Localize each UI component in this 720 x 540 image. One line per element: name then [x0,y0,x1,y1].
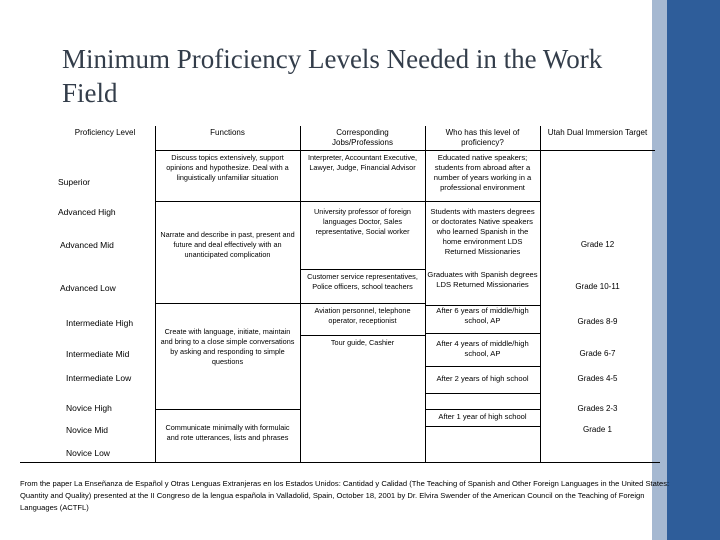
decorative-bar-light [652,0,667,540]
who-advanced-low: Graduates with Spanish degrees LDS Returned Missionaries [427,270,538,289]
grid-line [300,201,540,202]
functions-superior: Discuss topics extensively, support opinions and hypothesize. Deal with a linguistically unfamiliar situation [166,153,289,182]
level-intermediate-low: Intermediate Low [66,373,132,383]
source-footnote: From the paper La Enseñanza de Español y Otras Lenguas Extranjeras en los Estados Unidos: Cantidad y Calidad (The Teaching of Spanish and Other Foreign Languages in the United States: Quantity and Quality) presented at the II Congreso de la lengua española in Valladolid, Spain, October 18, 2001 by Dr. Elvira Swender of the American Council on the Teaching of Foreign Languages (ACTFL) [20,479,670,512]
header-utah-target: Utah Dual Immersion Target [547,128,648,137]
level-novice-mid: Novice Mid [66,425,109,435]
level-advanced-low: Advanced Low [60,283,116,293]
header-proficiency-level: Proficiency Level [74,128,136,137]
grid-line [425,333,540,334]
grid-line [155,409,300,410]
slide-title: Minimum Proficiency Levels Needed in the Work Field [62,44,603,108]
functions-intermediate: Create with language, initiate, maintain and bring to a close simple conversations by asking and responding to simple questions [160,327,295,366]
who-advanced-high: Students with masters degrees or doctorates Native speakers who learned Spanish in the home environment LDS Returned Missionaries [430,207,535,256]
header-corresponding-jobs: Corresponding Jobs/Professions [332,128,393,147]
header-who-has-level: Who has this level of proficiency? [445,128,520,147]
grid-line [300,126,301,462]
grid-line [300,303,425,304]
jobs-aviation: Aviation personnel, telephone operator, receptionist [314,306,411,325]
target-grade-10-11: Grade 10-11 [575,282,620,291]
jobs-advanced-high: University professor of foreign languages Doctor, Sales representative, Social worker [314,207,411,236]
functions-advanced: Narrate and describe in past, present and future and deal effectively with an unanticipated complication [160,230,295,259]
target-grades-2-3: Grades 2-3 [577,404,618,413]
grid-line [300,335,425,336]
decorative-bar-dark [667,0,720,540]
grid-line [20,462,660,463]
level-advanced-high: Advanced High [58,207,116,217]
grid-line [155,303,300,304]
level-advanced-mid: Advanced Mid [60,240,114,250]
level-superior: Superior [58,177,91,187]
target-grades-8-9: Grades 8-9 [577,317,618,326]
grid-line [155,126,156,462]
grid-line [300,269,425,270]
who-superior: Educated native speakers; students from abroad after a number of years working in a professional environment [433,153,532,192]
target-grades-4-5: Grades 4-5 [577,374,618,383]
grid-line [155,201,300,202]
grid-line [425,393,540,394]
grid-line [425,426,540,427]
level-novice-high: Novice High [66,403,112,413]
level-intermediate-mid: Intermediate Mid [66,349,130,359]
target-grade-6-7: Grade 6-7 [579,349,616,358]
jobs-advanced-low: Customer service representatives, Police officers, school teachers [307,272,418,291]
level-novice-low: Novice Low [66,448,110,458]
target-grade-1: Grade 1 [583,425,612,434]
who-after-4-years: After 4 years of middle/high school, AP [436,339,529,358]
who-after-6-years: After 6 years of middle/high school, AP [436,306,529,325]
header-functions: Functions [210,128,245,137]
who-after-2-years: After 2 years of high school [436,374,529,383]
jobs-superior: Interpreter, Accountant Executive, Lawyer, Judge, Financial Advisor [307,153,418,172]
jobs-tour-guide: Tour guide, Cashier [330,338,395,347]
grid-line [155,150,655,151]
level-intermediate-high: Intermediate High [66,318,134,328]
who-after-1-year: After 1 year of high school [438,412,527,421]
target-grade-12: Grade 12 [580,240,615,249]
grid-line [425,409,540,410]
functions-novice: Communicate minimally with formulaic and rote utterances, lists and phrases [165,423,290,442]
grid-line [425,366,540,367]
